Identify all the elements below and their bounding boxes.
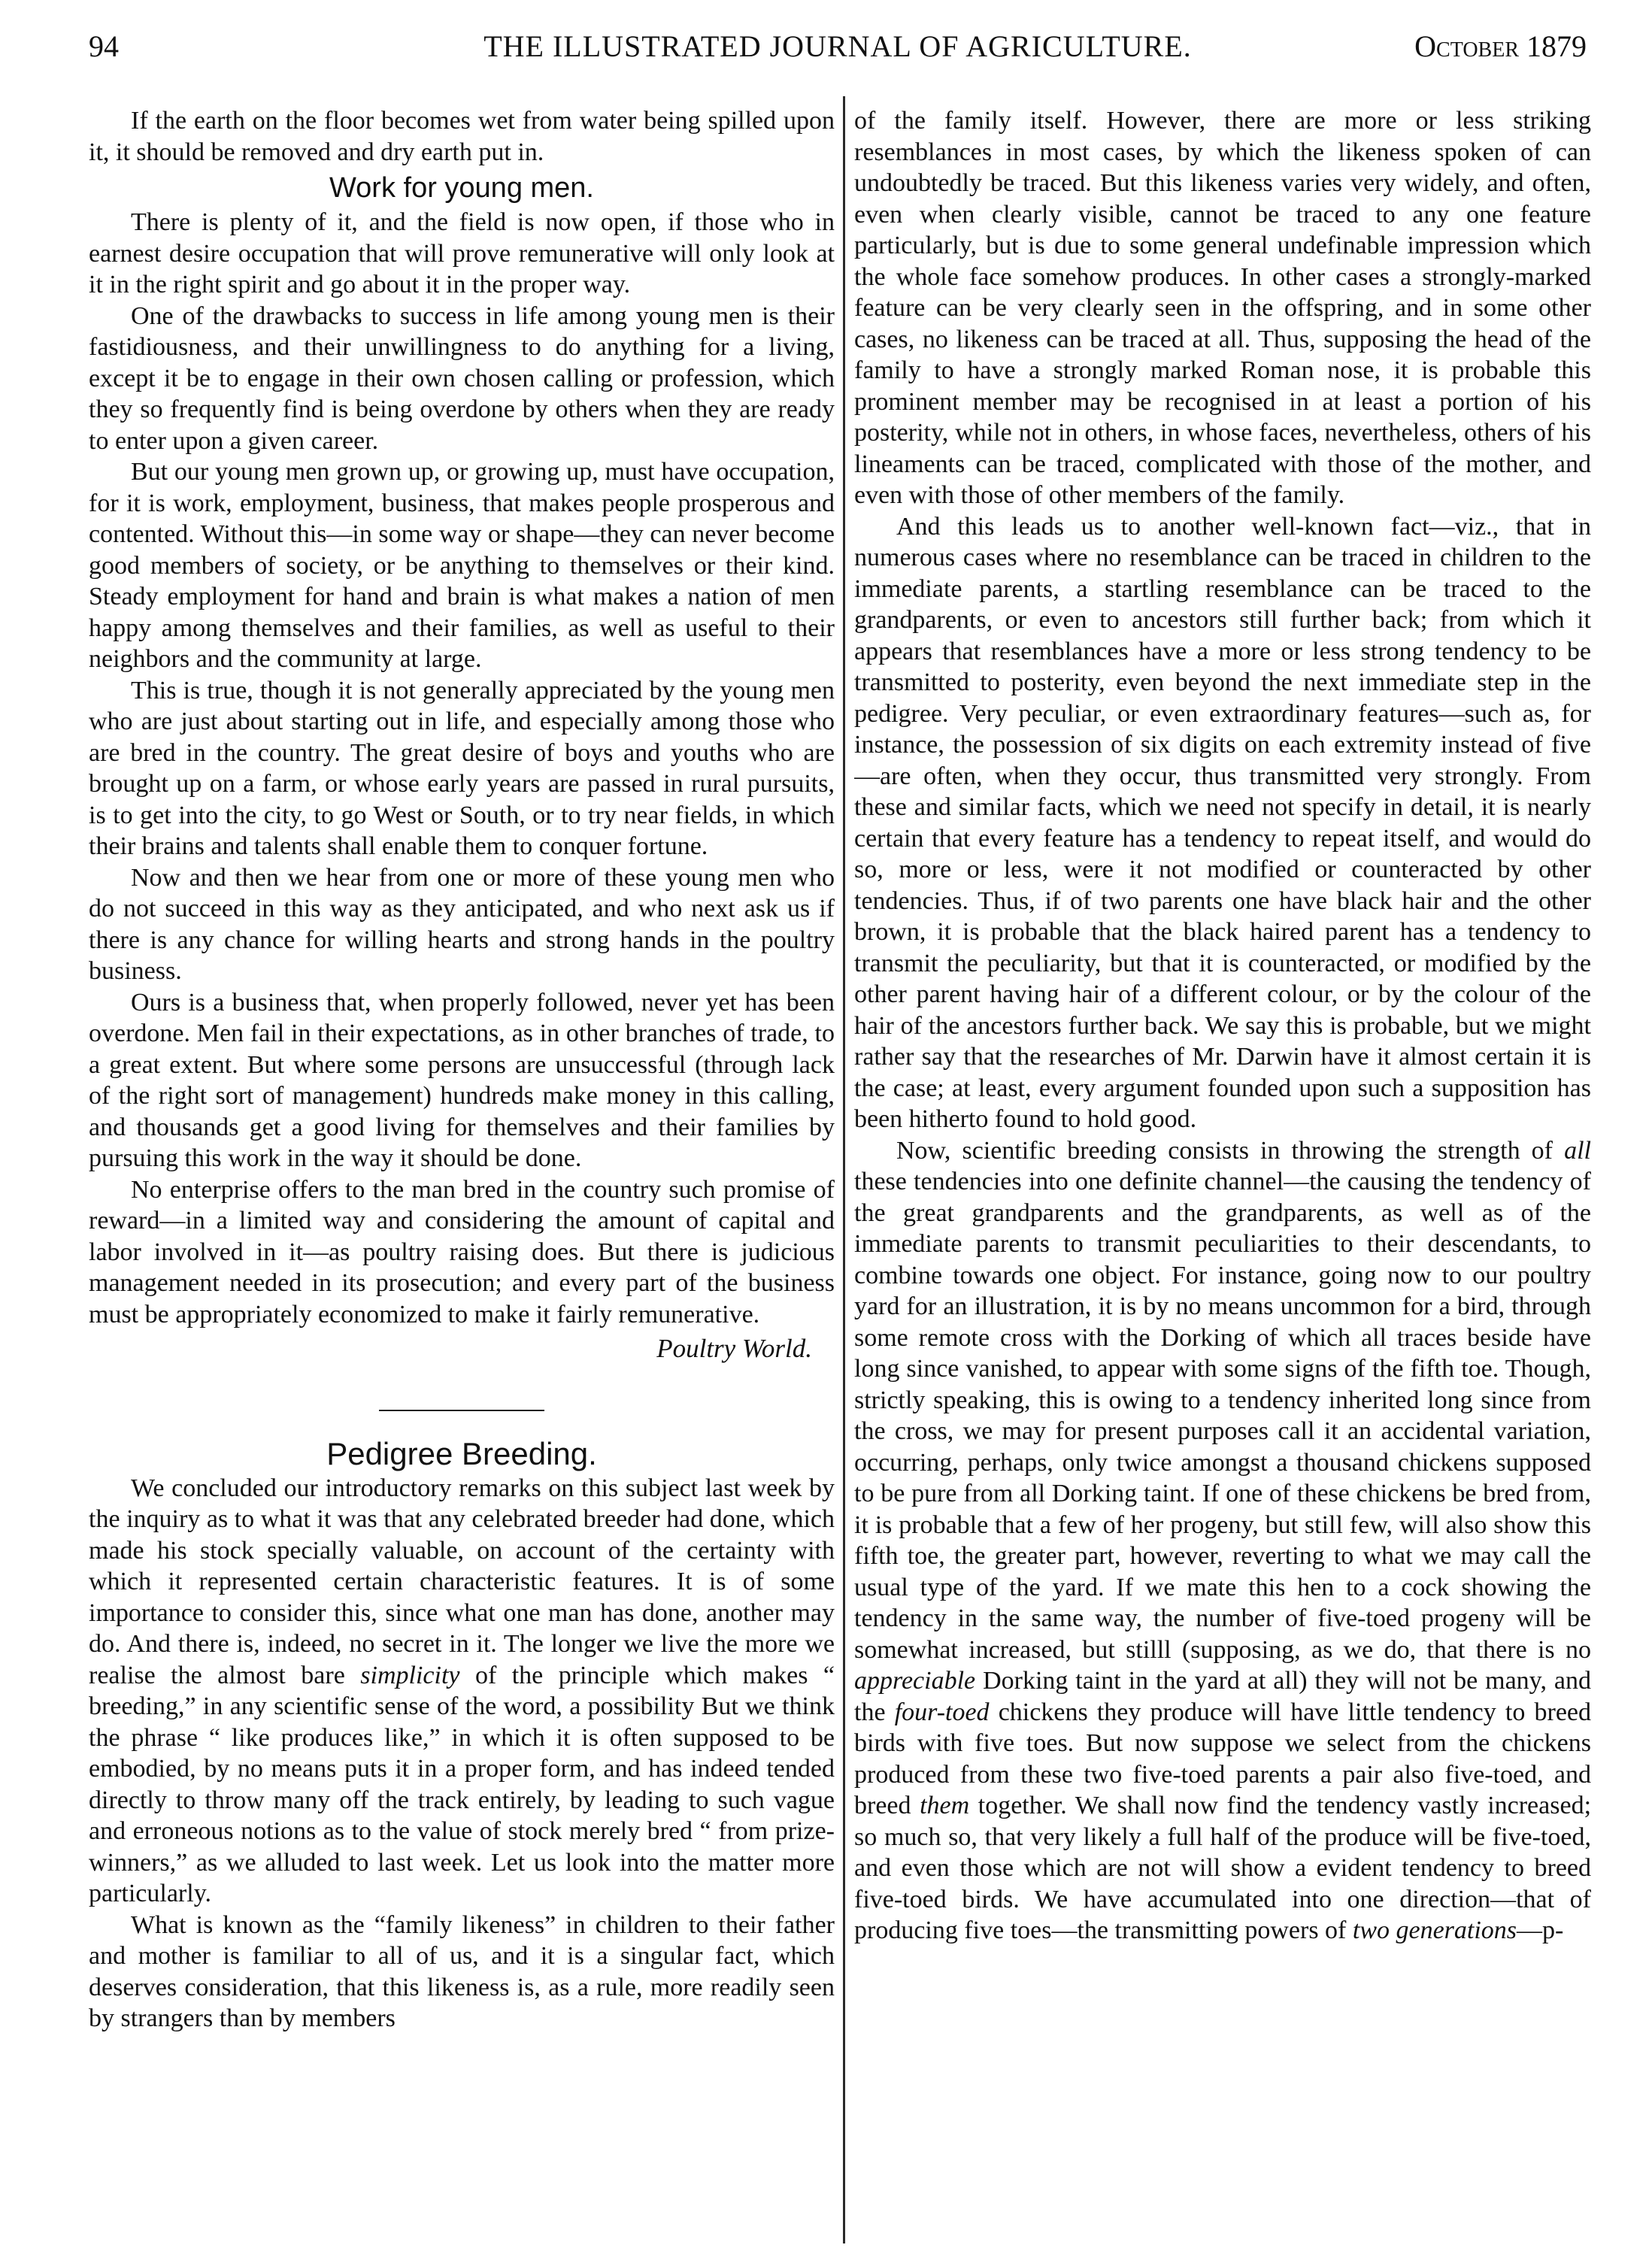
paragraph — [89, 1473, 835, 1910]
paragraph: But our young men grown up, or growing up, must have occupation, for it is work, employment, business, that makes people prosperous and contented. Without this—in some way or shape—they can never become good members of society, or be anything to themselves or their kind. Steady employment for hand and brain is what makes a nation of men happy among themselves and their families, as well as useful to their neighbors and the community at large. — [89, 458, 835, 673]
paragraph: What is known as the “family likeness” in children to their father and mother is familiar to all of us, and it is a singular fact, which deserves consideration, that this likeness is, as a rule, more readily seen by strangers than by members — [89, 1910, 835, 2032]
article-source: Poultry World. — [656, 1334, 812, 1363]
right-column — [854, 105, 1591, 2240]
text-run: chickens they produce will have little tendency to breed birds with five toes. But now suppose we select from the chickens produced from these two five-toed parents a pair also five-toed, and breed — [854, 1698, 1591, 1819]
article-divider — [379, 1410, 544, 1411]
paragraph: of the family itself. However, there are more or less striking resemblances in most cases, by which the likeness spoken of can undoubtedly be traced. But this likeness varies very widely, and often, even when clearly visible, cannot be traced to any one feature particularly, but is due to some general undefinable impression which the whole face somehow produces. In other cases a strongly-marked feature can be very clearly seen in the offspring, and in some other cases, no likeness can be traced at all. Thus, supposing the head of the family to have a strongly marked Roman nose, it is probable this prominent member may be recognised in at least a portion of his posterity, while not in others, in whose faces, nevertheless, others of his lineaments can be traced, complicated with those of the mother, and even with those of other members of the family. — [854, 107, 1591, 509]
journal-title: THE ILLUSTRATED JOURNAL OF AGRICULTURE. — [483, 29, 1192, 63]
paragraph: Now and then we hear from one or more of these young men who do not succeed in this way as they anticipated, and who next ask us if there is any chance for willing hearts and strong hands in the poultry business. — [89, 863, 835, 985]
issue-date: October 1879 — [1414, 29, 1587, 63]
paragraph: This is true, though it is not generally appreciated by the young men who are just about starting out in life, and especially among those who are bred in the country. The great desire of boys and youths who are brought up on a farm, or whose early years are passed in rural pursuits, is to get into the city, to go West or South, or to try near fields, in which their brains and talents shall enable them to conquer fortune. — [89, 676, 835, 860]
text-run: these tendencies into one definite channel—the causing the tendency of the great grandparents and the grandparents, as well as of the immediate parents to transmit peculiarities to their descendants, to combine towards one object. For instance, going now to our poultry yard for an illustration, it is by no means uncommon for a bird, through some remote cross with the Dorking of which all traces beside have long since vanished, to appear with some signs of the fifth toe. Though, strictly speaking, this is owing to a tendency inherited long since from the cross, we may for present purposes call it an accidental variation, occurring, perhaps, only twice amongst a thousand chickens supposed to be pure from all Dorking taint. If one of these chickens be bred from, it is probable that a few of her progeny, but still few, will also show this fifth toe, the greater part, however, reverting to what we may call the usual type of the yard. If we mate this hen to a cock showing the tendency in the same way, the number of five-toed progeny will be somewhat increased, but stilll (supposing, as we do, that there is no — [854, 1168, 1591, 1664]
paragraph: No enterprise offers to the man bred in the country such promise of reward—in a limited way and considering the amount of capital and labor involved in it—as poultry raising does. But there is judicious management needed in its prosecution; and every part of the business must be appropriately economized to make it fairly remunerative. — [89, 1175, 835, 1328]
text-run: —p- — [1517, 1916, 1564, 1944]
text-run: Now, scientific breeding consists in throwing the strength of — [896, 1136, 1553, 1165]
article-heading-work: Work for young men. — [329, 172, 594, 204]
emphasis: two generations — [1352, 1916, 1517, 1944]
emphasis: appreciable — [854, 1667, 976, 1695]
paragraph: There is plenty of it, and the field is now open, if those who in earnest desire occupation that will prove remunerative will only look at it in the right spirit and go about it in the proper way. — [89, 208, 835, 298]
text-run: We concluded our introductory remarks on this subject last week by the inquiry as to what it was that any celebrated breeder had done, which made his stock specially valuable, on account of the certainty with which it represented certain characteristic features. It is of some importance to consider this, since what one man has done, another may do. And there is, indeed, no secret in it. The longer we live the more we realise the almost bare — [89, 1474, 835, 1689]
paragraph: And this leads us to another well-known fact—viz., that in numerous cases where no resemblance can be traced in children to the immediate parents, a startling resemblance can be traced to the grandparents, or even to ancestors still further back; from which it appears that resemblances have a more or less strong tendency to be transmitted to posterity, even beyond the next immediate step in the pedigree. Very peculiar, or even extraordinary features—such as, for instance, the possession of six digits on each extremity instead of five—are often, when they occur, thus transmitted very strongly. From these and similar facts, which we need not specify in detail, it is nearly certain that every feature has a tendency to repeat itself, and would do so, more or less, were it not modified or counteracted by other tendencies. Thus, if of two parents one have black hair and the other brown, it is probable that the black haired parent has a tendency to transmit the peculiarity, but that it is counteracted, or modified by the other parent having hair of a different colour, or by the colour of the hair of the ancestors further back. We say this is probable, but we might rather say that the researches of Mr. Darwin have it almost certain it is the case; at least, every argument founded upon such a supposition has been hitherto found to hold good. — [854, 512, 1591, 1133]
paragraph: Ours is a business that, when properly followed, never yet has been overdone. Men fail in their expectations, as in other branches of trade, to a great extent. But where some persons are unsuccessful (through lack of the right sort of management) hundreds make money in this calling, and thousands get a good living for themselves and their families by pursuing this work in the way it should be done. — [89, 988, 835, 1172]
article-heading-pedigree: Pedigree Breeding. — [326, 1435, 597, 1471]
paragraph — [854, 1135, 1591, 1947]
column-divider — [843, 96, 845, 2243]
emphasis: all — [1564, 1136, 1591, 1165]
text-run: together. We shall now find the tendency vastly increased; so much so, that very likely a full half of the produce will be five-toed, and even those which are not will show a evident tendency to breed five-toed birds. We have accumulated into one direction—that of producing five toes—the transmitting powers of — [854, 1792, 1591, 1944]
page-number: 94 — [89, 29, 119, 63]
emphasis: simplicity — [360, 1661, 460, 1689]
text-run: of the principle which makes “ breeding,” in any scientific sense of the word, a possibility But we think the phrase “ like produces like,” in which it is often supposed to be embodied, by no means puts it in a proper form, and has indeed tended directly to throw many off the track entirely, by leading to such vague and erroneous notions as to the value of stock merely bred “ from prize-winners,” as we alluded to last week. Let us look into the matter more particularly. — [89, 1661, 835, 1907]
page-header — [89, 23, 1587, 71]
emphasis: them — [920, 1792, 970, 1819]
left-column — [89, 105, 835, 2240]
paragraph: One of the drawbacks to success in life among young men is their fastidiousness, and their unwillingness to do anything for a living, except it be to engage in their own chosen calling or profession, which they so frequently find is being overdone by others when they are ready to enter upon a given career. — [89, 301, 835, 455]
intro-paragraph: If the earth on the floor becomes wet from water being spilled upon it, it should be removed and dry earth put in. — [89, 107, 835, 166]
emphasis: four-toed — [894, 1698, 990, 1726]
text-run: Dorking taint in the yard at all) they will not be many, and the — [854, 1667, 1591, 1726]
